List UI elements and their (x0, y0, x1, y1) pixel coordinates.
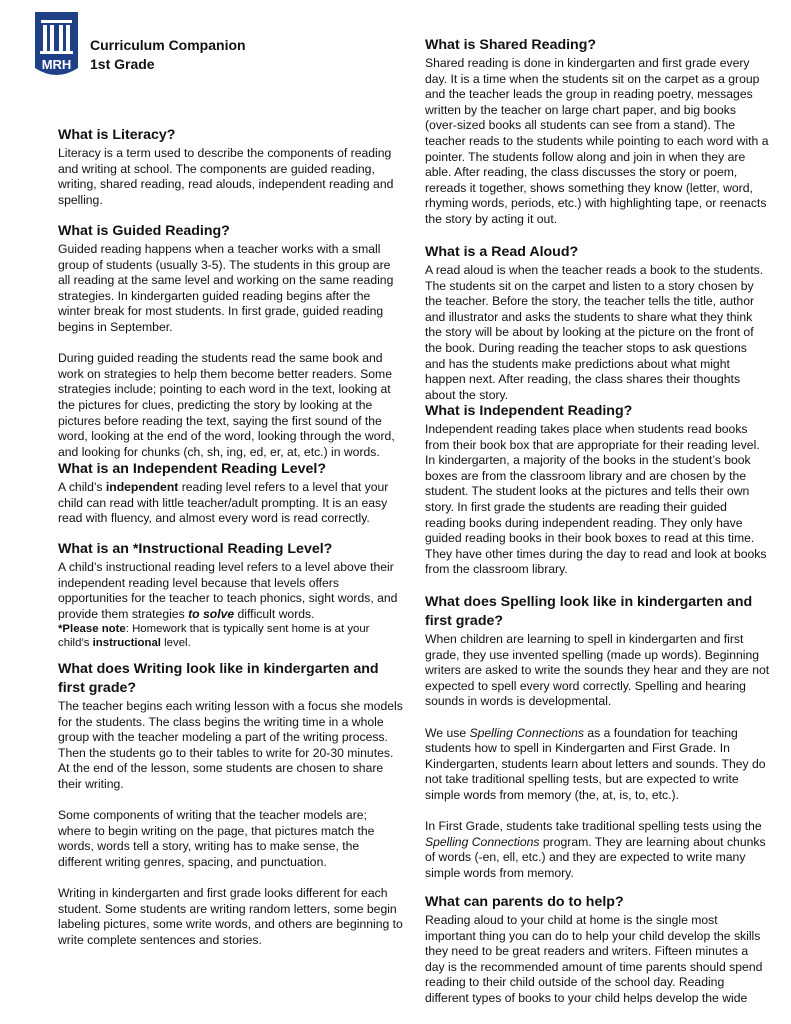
text-run: program. They are learning about chunks of words (-en, ell, etc.) and they are expected to write many simple words from memory. (425, 834, 766, 880)
paragraph: Shared reading is done in kindergarten and first grade every day. It is a time when the students sit on the carpet as a group and the teacher leads the group in reading poetry, messages written by the teacher on large chart paper, and big books (over-sized books all students can see from a stand). The teacher reads to the students while pointing to each word with a pointer. The students follow along and join in when they are able. After reading, the class discusses the story or poem, rereads it together, shows something they know (letter, word, rhyming words, periods, etc.) with highlighting tape, or reenacts the story by acting it out. (425, 56, 769, 226)
section-literacy (58, 126, 403, 208)
section-heading: What does Writing look like in kindergarten and first grade? (58, 661, 379, 696)
bold-text: independent (105, 480, 179, 494)
bold-text: instructional (92, 637, 161, 650)
paragraph: The teacher begins each writing lesson with a focus she models for the students. The class begins the writing time in a whole group with the teacher modeling a part of the writing process. Then the students go to their tables to write for 20-30 minutes. At the end of the lesson, some students are chosen to share their writing. (58, 699, 403, 791)
section-heading: What is an Independent Reading Level? (58, 461, 327, 477)
section-heading: What is Literacy? (58, 127, 176, 143)
section-heading: What is a Read Aloud? (425, 244, 579, 260)
text-run: level. (160, 637, 191, 650)
section-independent-level (58, 460, 403, 527)
paragraph: When children are learning to spell in kindergarten and first grade, they use invented spelling (made up words). Beginning writers are asked to write the sounds they hear and they are not expected to spell every word correctly. Spelling and hearing sounds in words is developmental. (425, 632, 770, 709)
italic-text: Spelling Connections (469, 725, 584, 740)
section-spelling (425, 593, 770, 882)
paragraph: Reading aloud to your child at home is the single most important thing you can do to help your child develop the skills they need to be great readers and writers. Fifteen minutes a day is the recommended amount of time parents should spend reading to their child outside of the school day. Reading different types of books to your child helps develop the wide (425, 913, 763, 1005)
logo-text: MRH (41, 57, 72, 72)
italic-text: Spelling Connections (425, 834, 540, 849)
section-heading: What is Guided Reading? (58, 223, 230, 239)
section-heading: What does Spelling look like in kindergarten and first grade? (425, 594, 753, 629)
crest-icon (35, 12, 78, 80)
bold-italic-text: to solve (188, 606, 235, 621)
paragraph: Literacy is a term used to describe the components of reading and writing at school. The components are guided reading, writing, shared reading, read alouds, independent reading and spelling. (58, 146, 394, 207)
paragraph (58, 560, 403, 622)
section-heading: What is Shared Reading? (425, 37, 597, 53)
school-logo (35, 12, 78, 80)
paragraph: Independent reading takes place when students read books from their book box that are appropriate for their reading level. In kindergarten, a majority of the books in the student’s book boxes are from the classroom library and are chosen by the student. The student looks at the pictures and tells their own story. In first grade the students are reading their guided reading books during independent reading. They only have guided reading books in their book boxes to read at this time. They have other times during the day to read and look at books from the classroom library. (425, 422, 767, 577)
text-run: : Homework that is typically sent home is at your child’s (58, 623, 370, 650)
text-run: A child’s instructional reading level refers to a level above their independent reading level because that levels offers opportunities for the teacher to teach phonics, sight words, and provide them strategies (58, 560, 398, 621)
section-shared-reading (425, 36, 770, 228)
note (58, 622, 403, 650)
text-run: We use (425, 725, 470, 740)
section-heading: What can parents do to help? (425, 894, 624, 910)
paragraph: During guided reading the students read the same book and work on strategies to help them become better readers. Some strategies include; pointing to each word in the text, looking at the pictures for clues, predicting the story by looking at the pictures before reading the text, saying the first sound of the word, looking at the end of the word, looking through the word, and looking for chunks (ch, sh, ing, ed, er, at, etc.) in words. (58, 351, 395, 459)
text-run: In First Grade, students take traditional spelling tests using the (425, 819, 762, 834)
text-run: A child’s (58, 480, 106, 494)
paragraph (58, 480, 403, 527)
paragraph: Guided reading happens when a teacher works with a small group of students (usually 3-5). The students in this group are all reading at the same level and working on the same reading strategies. In kindergarten guided reading begins after the winter break for most students. In first grade, guided reading begins in September. (58, 242, 394, 334)
section-parents (425, 893, 770, 1007)
paragraph (425, 726, 770, 804)
section-writing (58, 660, 403, 949)
grade-label: 1st Grade (90, 56, 155, 72)
section-heading: What is an *Instructional Reading Level? (58, 541, 333, 557)
section-read-aloud (425, 243, 770, 403)
paragraph: Writing in kindergarten and first grade looks different for each student. Some students are writing random letters, some begin labeling pictures, some write words, and others are beginning to write complete sentences and stories. (58, 886, 403, 947)
section-heading: What is Independent Reading? (425, 403, 633, 419)
doc-title: Curriculum Companion (90, 37, 246, 53)
section-independent-reading (425, 402, 770, 578)
paragraph (425, 819, 770, 881)
section-guided-reading (58, 222, 403, 460)
text-run: as a foundation for teaching students how to spell in Kindergarten and First Grade. In Kindergarten, students learn about letters and sounds. They do not take traditional spelling tests, but are expected to write simple words from memory (the, at, is, to, etc.). (425, 725, 766, 802)
paragraph: Some components of writing that the teacher models are; where to begin writing on the page, that pictures match the words, words tell a story, writing has to make sense, the different writing genres, spacing, and punctuation. (58, 808, 375, 869)
section-instructional-level (58, 540, 403, 650)
text-run: difficult words. (234, 606, 315, 621)
bold-text: *Please note (58, 623, 126, 636)
text-run: reading level refers to a level that your child can read with little teacher/adult prompting. It is an easy read with fluency, and almost every word is read correctly. (58, 480, 389, 526)
header (90, 36, 246, 74)
paragraph: A read aloud is when the teacher reads a book to the students. The students sit on the carpet and listen to a story chosen by the teacher. Before the story, the teacher tells the title, author and illustrator and asks the students to share what they think the story will be about by looking at the picture on the front of the book. During reading the teacher stops to ask questions and has the students make predictions about what might happen next. After reading, the class shares their thoughts about the story. (425, 263, 764, 402)
